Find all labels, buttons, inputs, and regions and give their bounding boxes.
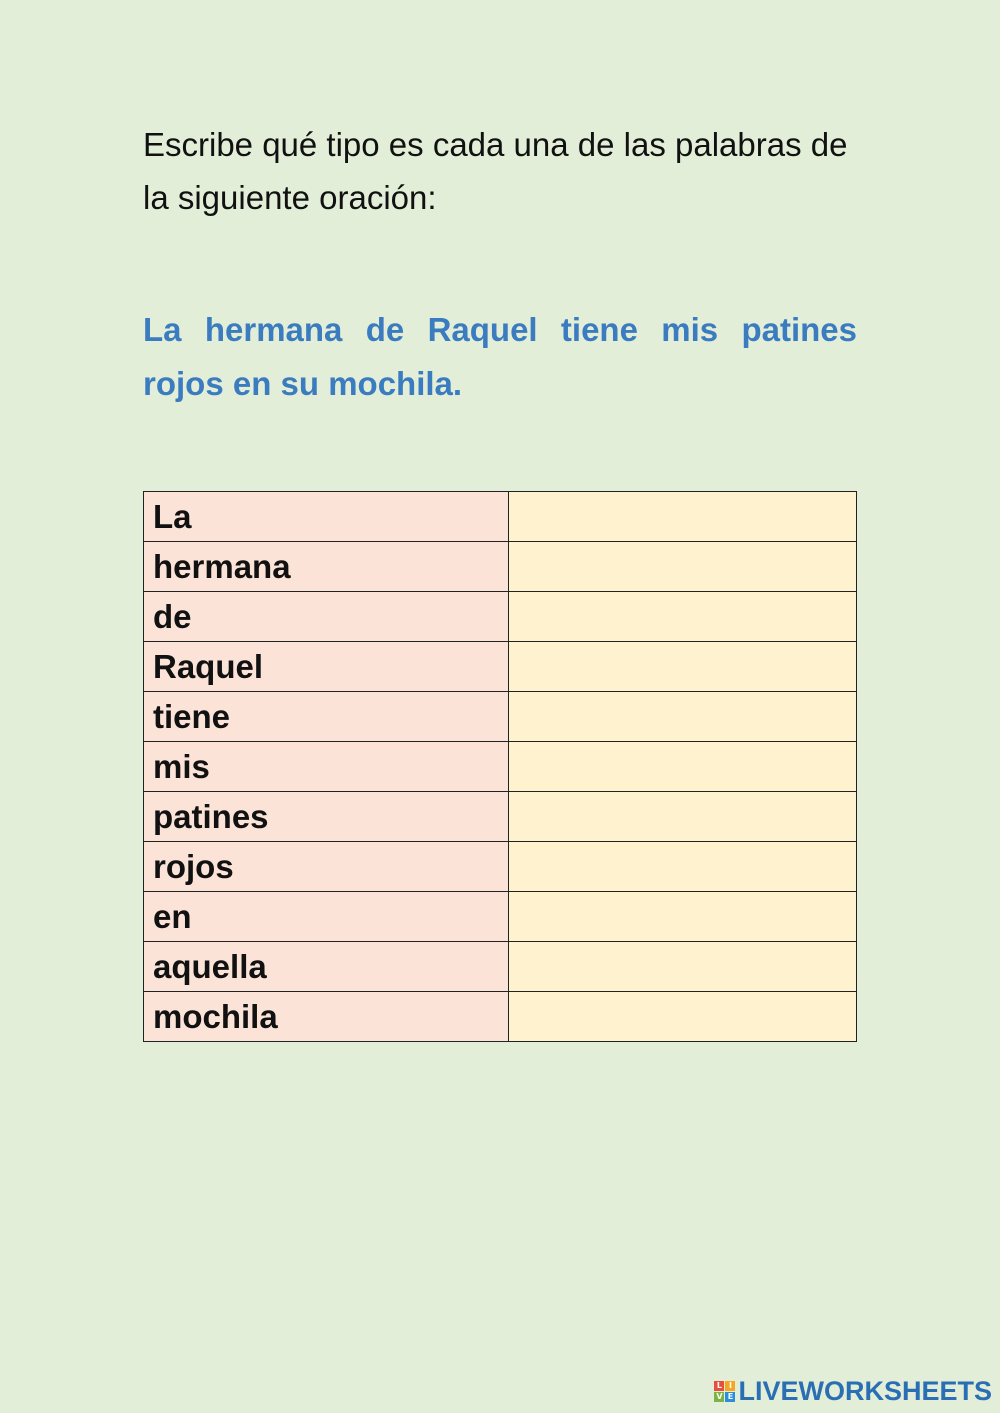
word-cell: La	[144, 492, 509, 542]
table-row	[144, 492, 857, 542]
word-cell: de	[144, 592, 509, 642]
answer-input[interactable]	[509, 492, 856, 541]
table-row	[144, 992, 857, 1042]
answer-cell	[509, 642, 857, 692]
table-row	[144, 892, 857, 942]
logo-letter-tile: L	[714, 1381, 724, 1391]
word-cell: tiene	[144, 692, 509, 742]
brand-name: LIVEWORKSHEETS	[738, 1376, 992, 1406]
table-row	[144, 792, 857, 842]
table-row	[144, 692, 857, 742]
answer-cell	[509, 542, 857, 592]
word-cell: en	[144, 892, 509, 942]
answer-input[interactable]	[509, 842, 856, 891]
answer-cell	[509, 792, 857, 842]
answer-input[interactable]	[509, 592, 856, 641]
answer-input[interactable]	[509, 642, 856, 691]
logo-letter-tile: E	[725, 1392, 735, 1402]
liveworksheets-logo-icon	[714, 1381, 735, 1402]
word-cell: mis	[144, 742, 509, 792]
word-cell: aquella	[144, 942, 509, 992]
logo-letter-tile: V	[716, 1392, 723, 1401]
answer-input[interactable]	[509, 742, 856, 791]
answer-cell	[509, 992, 857, 1042]
instruction-text: Escribe qué tipo es cada una de las palabras de la siguiente oración:	[143, 126, 848, 216]
answer-input[interactable]	[509, 942, 856, 991]
answer-cell	[509, 592, 857, 642]
word-cell: mochila	[144, 992, 509, 1042]
table-row	[144, 742, 857, 792]
word-type-table	[143, 491, 857, 1042]
table-row	[144, 842, 857, 892]
answer-input[interactable]	[509, 892, 856, 941]
word-cell: hermana	[144, 542, 509, 592]
answer-cell	[509, 942, 857, 992]
table-row	[144, 542, 857, 592]
word-cell: Raquel	[144, 642, 509, 692]
answer-input[interactable]	[509, 692, 856, 741]
answer-cell	[509, 692, 857, 742]
target-sentence: La hermana de Raquel tiene mis patines rojos en su mochila.	[143, 311, 857, 402]
answer-cell	[509, 842, 857, 892]
table-row	[144, 592, 857, 642]
answer-cell	[509, 492, 857, 542]
answer-cell	[509, 892, 857, 942]
answer-cell	[509, 742, 857, 792]
logo-letter-tile: I	[725, 1381, 735, 1391]
word-cell: rojos	[144, 842, 509, 892]
word-cell: patines	[144, 792, 509, 842]
answer-input[interactable]	[509, 792, 856, 841]
table-row	[144, 642, 857, 692]
answer-input[interactable]	[509, 992, 856, 1041]
answer-input[interactable]	[509, 542, 856, 591]
liveworksheets-brand	[714, 1376, 992, 1407]
table-row	[144, 942, 857, 992]
